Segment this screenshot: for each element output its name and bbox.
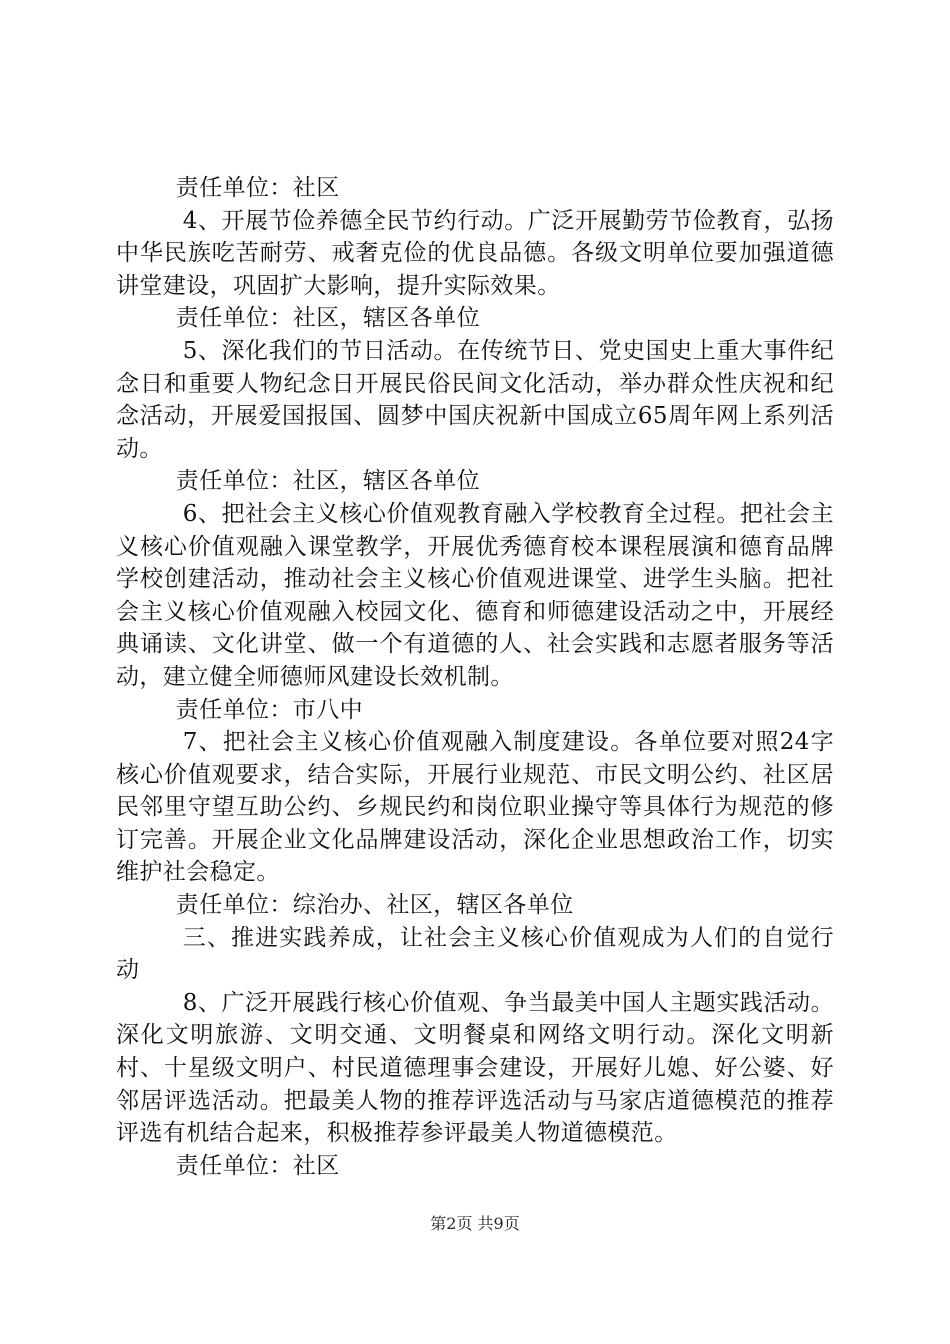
body-paragraph: 8、广泛开展践行核心价值观、争当最美中国人主题实践活动。深化文明旅游、文明交通、文明餐桌和网络文明行动。深化文明新村、十星级文明户、村民道德理事会建设，开展好儿媳、好公婆、好邻居评选活动。把最美人物的推荐评选活动与马家店道德模范的推荐评选有机结合起来，积极推荐参评最美人物道德模范。: [116, 989, 834, 1147]
responsibility-line: 责任单位：市八中: [175, 696, 363, 723]
body-paragraph: 5、深化我们的节日活动。在传统节日、党史国史上重大事件纪念日和重要人物纪念日开展民俗民间文化活动，举办群众性庆祝和纪念活动，开展爱国报国、圆梦中国庆祝新中国成立65周年网上系列活动。: [116, 337, 834, 462]
responsibility-line: 责任单位：社区: [175, 1152, 340, 1179]
responsibility-line: 责任单位：社区，辖区各单位: [175, 305, 480, 332]
body-paragraph: 6、把社会主义核心价值观教育融入学校教育全过程。把社会主义核心价值观融入课堂教学，开展优秀德育校本课程展演和德育品牌学校创建活动，推动社会主义核心价值观进课堂、进学生头脑。把社会主义核心价值观融入校园文化、德育和师德建设活动之中，开展经典诵读、文化讲堂、做一个有道德的人、社会实践和志愿者服务等活动，建立健全师德师风建设长效机制。: [116, 500, 834, 690]
page-footer: 第2页 共9页: [430, 1214, 520, 1233]
body-paragraph: 7、把社会主义核心价值观融入制度建设。各单位要对照24字核心价值观要求，结合实际，开展行业规范、市民文明公约、社区居民邻里守望互助公约、乡规民约和岗位职业操守等具体行为规范的修订完善。开展企业文化品牌建设活动，深化企业思想政治工作，切实维护社会稳定。: [116, 729, 834, 886]
section-heading: 三、推进实践养成，让社会主义核心价值观成为人们的自觉行动: [116, 924, 834, 984]
responsibility-line: 责任单位：社区，辖区各单位: [175, 468, 480, 495]
document-body: [116, 172, 834, 1182]
responsibility-line: 责任单位：社区: [175, 175, 340, 201]
body-paragraph: 4、开展节俭养德全民节约行动。广泛开展勤劳节俭教育，弘扬中华民族吃苦耐劳、戒奢克俭的优良品德。各级文明单位要加强道德讲堂建设，巩固扩大影响，提升实际效果。: [116, 207, 834, 299]
responsibility-line: 责任单位：综治办、社区，辖区各单位: [175, 892, 574, 919]
